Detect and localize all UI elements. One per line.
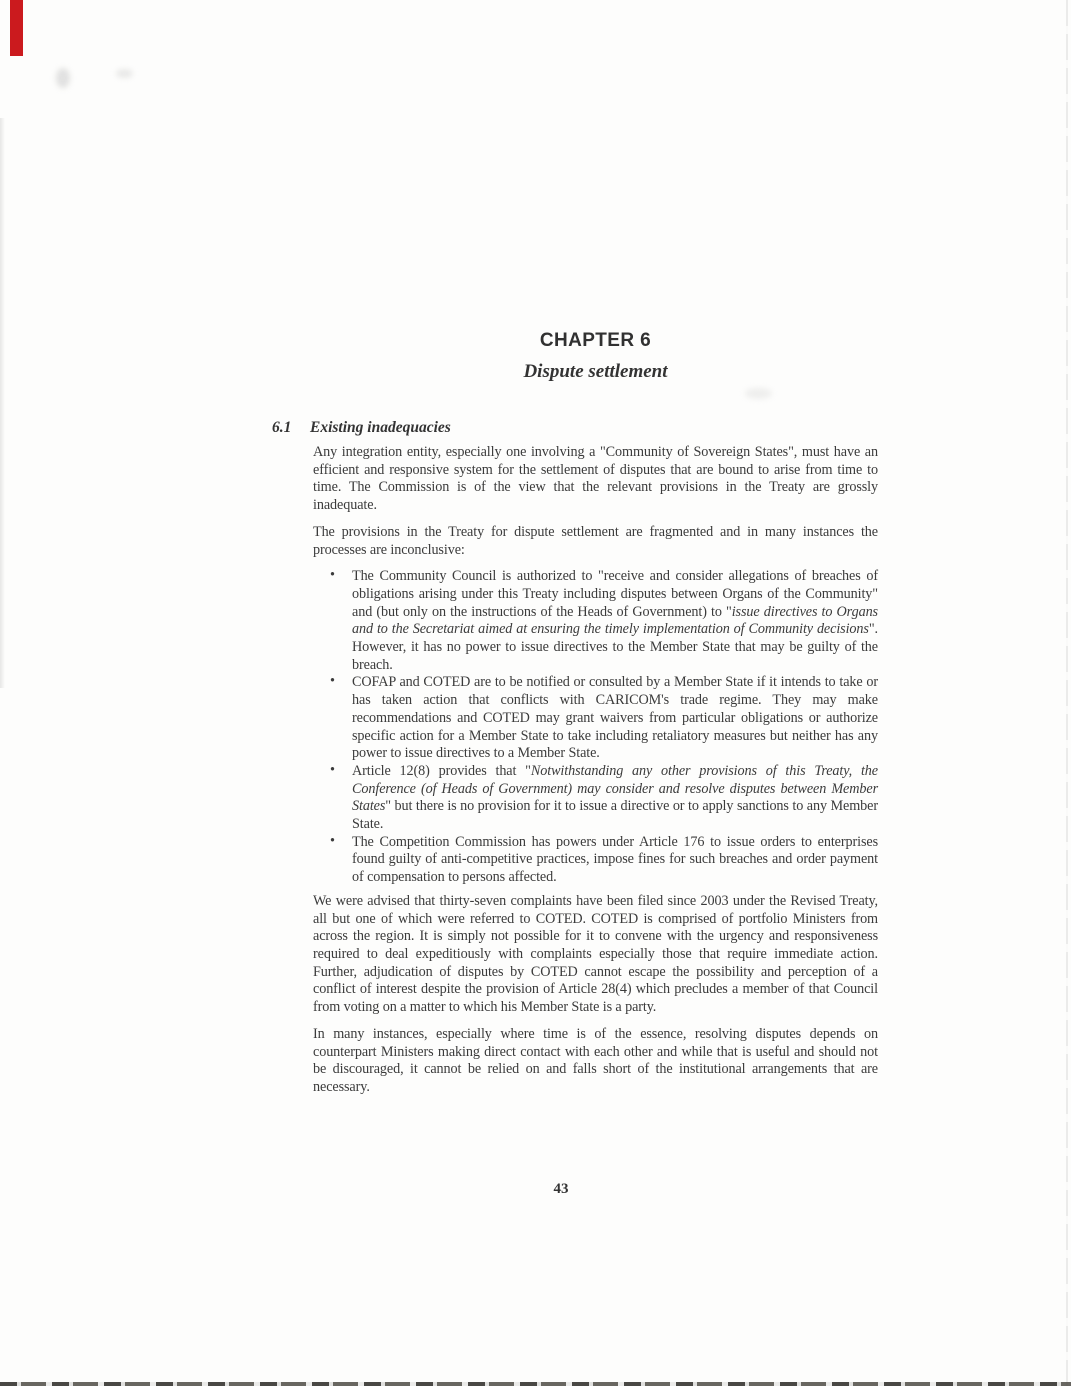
- scan-edge-right: [1066, 0, 1068, 1386]
- scan-edge-bottom: [0, 1382, 1071, 1386]
- bullet-marker: •: [330, 761, 335, 778]
- bullet-item: [313, 674, 878, 763]
- bullet-item: [313, 568, 878, 674]
- paragraph-closing-1: We were advised that thirty-seven complaints have been filed since 2003 under the Revised Treaty, all but one of which were referred to COTED. COTED is comprised of portfolio Ministers from across the region. It is simply not possible for it to convene with the urgency and responsiveness required to deal expeditiously with complaints especially those that require immediate action. Further, adjudication of disputes by COTED cannot escape the possibility and perception of a conflict of interest despite the provision of Article 28(4) which precludes a member of that Council from voting on a matter to which his Member State is a party.: [313, 892, 878, 1016]
- scan-edge-left: [0, 118, 5, 688]
- bullet-text: Article 12(8) provides that "Notwithstanding any other provisions of this Treaty, the Conference (of Heads of Government) may consider and resolve disputes between Member States" but there is no provision for it to issue a directive or to apply sanctions to any Member State.: [352, 762, 878, 833]
- paragraph-intro-2: The provisions in the Treaty for dispute settlement are fragmented and in many instances the processes are inconclusive:: [313, 523, 878, 558]
- bullet-text: COFAP and COTED are to be notified or consulted by a Member State if it intends to take or has taken action that conflicts with CARICOM's trade regime. They may make recommendations and COTED may grant waivers from particular obligations or authorize specific action for a Member State to take including retaliatory measures but neither has any power to issue directives to a Member State.: [352, 674, 878, 762]
- red-tab-mark: [10, 0, 23, 56]
- section-number: 6.1: [272, 419, 292, 436]
- bullet-item: [313, 763, 878, 834]
- bullet-text: The Competition Commission has powers under Article 176 to issue orders to enterprises found guilty of anti-competitive practices, impose fines for such breaches and order payment of compensation to persons affected.: [352, 833, 878, 886]
- page-number: 43: [553, 1181, 569, 1197]
- scan-smudge: [56, 68, 70, 88]
- section-heading: [272, 419, 451, 437]
- bullet-text: The Community Council is authorized to "receive and consider allegations of breaches of obligations arising under this Treaty including disputes between Organs of the Community" and (but only on the instructions of the Heads of Government) to "issue directives to Organs and to the Secretariat aimed at ensuring the timely implementation of Community decisions". However, it has no power to issue directives to the Member State that may be guilty of the breach.: [352, 568, 878, 673]
- bullet-marker: •: [330, 673, 335, 690]
- section-title: Existing inadequacies: [310, 419, 451, 436]
- document-body: [313, 444, 878, 1106]
- scan-smudge: [745, 388, 772, 399]
- bullet-marker: •: [330, 832, 335, 849]
- bullet-list: [313, 568, 878, 887]
- chapter-subtitle: Dispute settlement: [523, 361, 668, 382]
- chapter-heading: CHAPTER 6: [539, 330, 652, 351]
- bullet-marker: •: [330, 567, 335, 584]
- scan-smudge: [116, 69, 133, 78]
- paragraph-closing-2: In many instances, especially where time is of the essence, resolving disputes depends on counterpart Ministers making direct contact with each other and while that is useful and should not be discouraged, it cannot be relied on and falls short of the institutional arrangements that are necessary.: [313, 1025, 878, 1095]
- paragraph-intro-1: Any integration entity, especially one involving a "Community of Sovereign States", must have an efficient and responsive system for the settlement of disputes that are bound to arise from time to time. The Commission is of the view that the relevant provisions in the Treaty are grossly inadequate.: [313, 444, 878, 514]
- bullet-item: [313, 834, 878, 887]
